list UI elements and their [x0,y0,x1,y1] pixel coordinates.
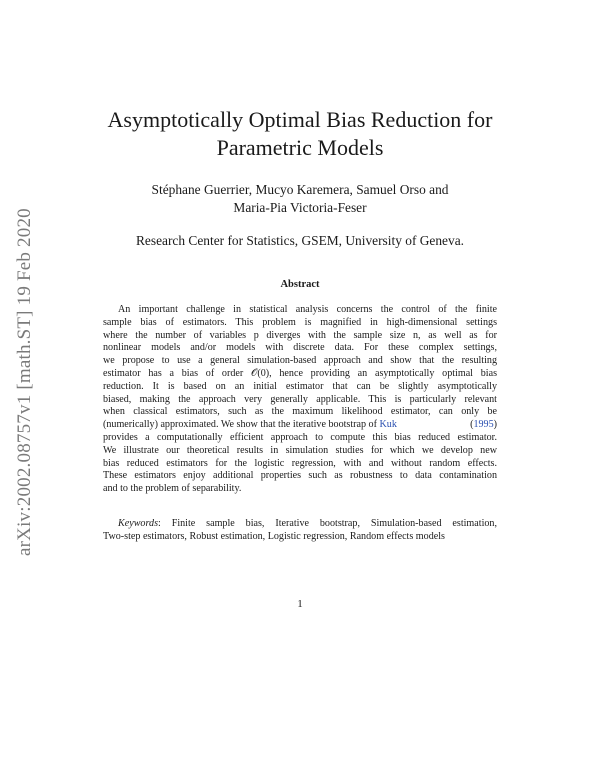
keywords-line-1 [103,517,497,530]
abstract-line: bias reduced estimators for the logistic regression, with and without random effects. [103,457,497,469]
keywords-label: Keywords [118,518,159,529]
abstract-line: provides a computationally efficient approach to compute this bias reduced estimator. [103,431,497,443]
keywords-line-2: Two-step estimators, Robust estimation, Logistic regression, Random effects models [103,531,445,542]
abstract-line: and to the problem of separability. [103,483,242,495]
abstract-line-text [103,419,397,432]
authors-line-2: Maria-Pia Victoria-Feser [233,200,367,215]
keywords-block [103,517,497,543]
abstract-line: where the number of variables p diverges with the sample size n, as well as for [103,329,497,341]
abstract-line-prefix: (numerically) approximated. We show that the iterative bootstrap of [103,419,380,431]
author-list [60,181,540,217]
abstract-heading: Abstract [280,279,320,290]
citation-link-year[interactable]: 1995 [473,419,494,431]
abstract-line-with-citation [103,419,497,432]
citation-year-group: (1995) [470,419,497,431]
abstract-line: We illustrate our theoretical results in simulation studies for which we develop new [103,444,497,456]
paper-title [60,106,540,162]
abstract-line: An important challenge in statistical analysis concerns the control of the finite [118,304,497,315]
abstract-body [103,304,497,496]
abstract-line: sample bias of estimators. This problem is magnified in high-dimensional settings [103,316,497,328]
authors-line-1: Stéphane Guerrier, Mucyo Karemera, Samuel Orso and [151,182,449,197]
citation-link-author[interactable]: Kuk [379,419,397,431]
abstract-line: we propose to use a general simulation-based approach and show that the resulting [103,355,497,367]
page-number: 1 [297,598,303,610]
abstract-line: These estimators enjoy additional properties such as robustness to data contamination [103,470,497,482]
abstract-line: estimator has a bias of order 𝒪(0), hence providing an asymptotically optimal bias [103,367,497,379]
keywords-text-1: : Finite sample bias, Iterative bootstrap, Simulation-based estimation, [158,518,497,529]
abstract-line: when classical estimators, such as the maximum likelihood estimator, can only be [103,406,497,418]
abstract-line: nonlinear models and/or models with discrete data. For these complex settings, [103,342,497,354]
abstract-line: reduction. It is based on an initial estimator that can be slightly asymptotically [103,380,497,392]
title-line-1: Asymptotically Optimal Bias Reduction for [107,107,493,132]
affiliation: Research Center for Statistics, GSEM, University of Geneva. [136,233,464,248]
title-line-2: Parametric Models [216,135,384,160]
arxiv-identifier-stamp: arXiv:2002.08757v1 [math.ST] 19 Feb 2020 [14,208,35,556]
abstract-line: biased, making the approach very generally applicable. This is particularly relevant [103,393,497,405]
